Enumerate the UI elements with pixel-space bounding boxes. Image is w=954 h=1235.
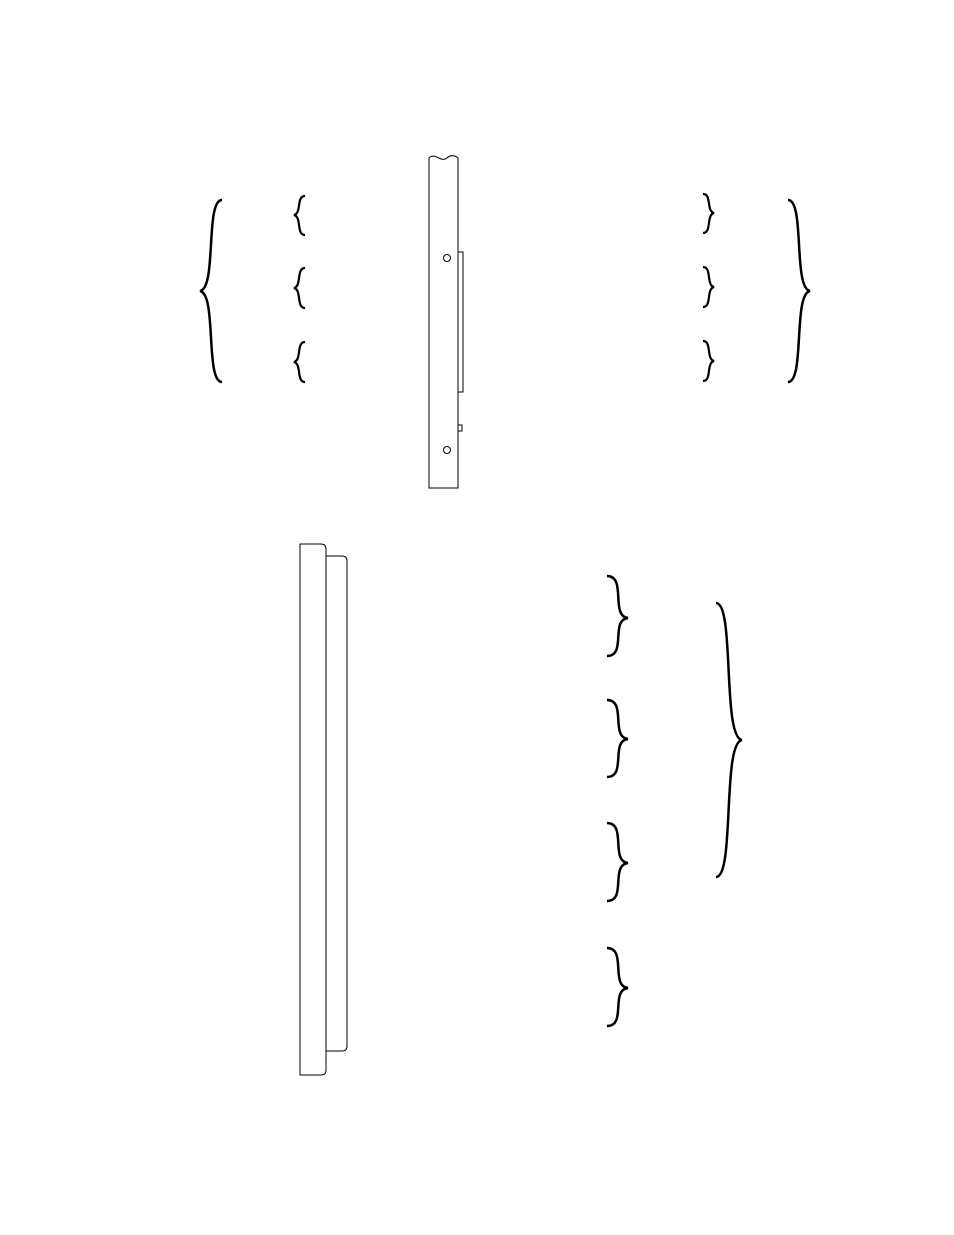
busbar [300, 544, 326, 1075]
panel-rail [429, 156, 463, 488]
bottom-outer-brace [716, 603, 742, 877]
left-group-braces [294, 196, 305, 382]
bottom-group-braces [607, 576, 628, 1026]
left-outer-brace [200, 200, 222, 382]
right-group-braces [703, 194, 714, 381]
top-view [200, 156, 810, 488]
busbar-edge [326, 556, 347, 1051]
right-outer-brace [788, 200, 810, 382]
bottom-view [300, 544, 742, 1075]
